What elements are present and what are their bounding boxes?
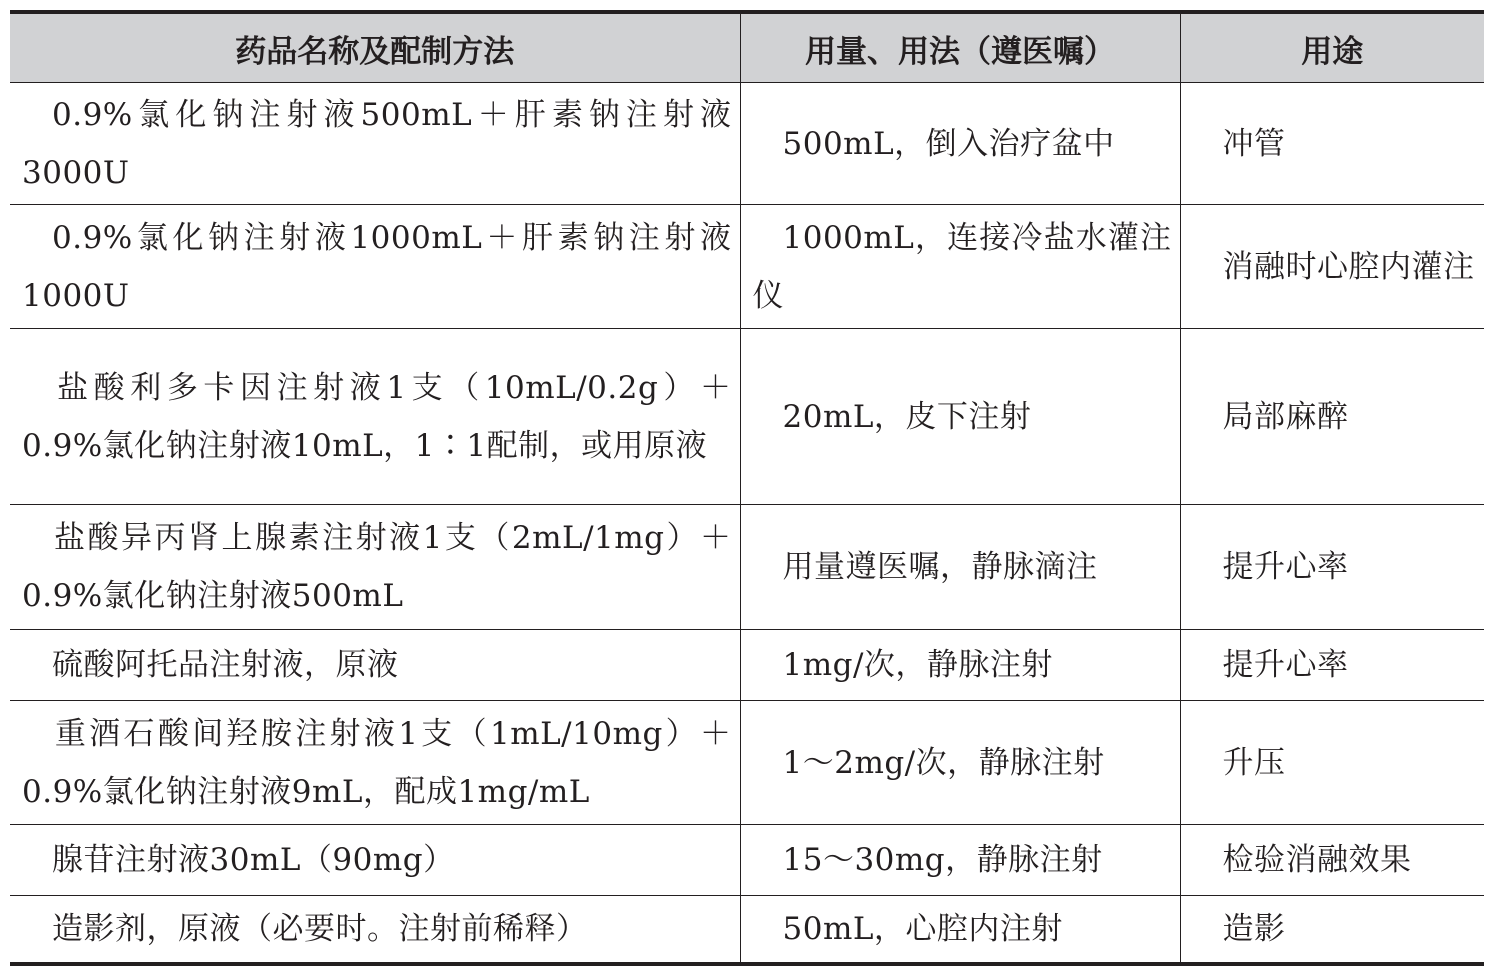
cell-dosage (740, 630, 1180, 701)
purpose-text: 局部麻醉 (1222, 398, 1349, 435)
table-row (10, 630, 1484, 701)
header-drug-name: 药品名称及配制方法 (10, 12, 740, 83)
header-purpose: 用途 (1180, 12, 1484, 83)
cell-purpose (1180, 83, 1484, 205)
dosage-text: 15～30mg，静脉注射 (782, 842, 1103, 878)
cell-dosage (740, 329, 1180, 505)
table-body (10, 83, 1484, 965)
cell-dosage (740, 896, 1180, 965)
cell-drug-name (10, 825, 740, 896)
drug-table (10, 10, 1484, 966)
drug-table-container (10, 10, 1484, 966)
drug-name-text: 0.9%氯化钠注射液500mL＋肝素钠注射液3000U (22, 96, 732, 191)
dosage-text: 1000mL，连接冷盐水灌注仪 (752, 219, 1172, 314)
cell-drug-name (10, 701, 740, 825)
cell-purpose (1180, 329, 1484, 505)
cell-dosage (740, 205, 1180, 329)
table-row (10, 83, 1484, 205)
header-row (10, 12, 1484, 83)
table-row (10, 701, 1484, 825)
dosage-text: 500mL，倒入治疗盆中 (782, 125, 1115, 162)
cell-dosage (740, 825, 1180, 896)
table-row (10, 896, 1484, 965)
table-header (10, 12, 1484, 83)
purpose-text: 检验消融效果 (1222, 842, 1412, 878)
cell-drug-name (10, 205, 740, 329)
cell-drug-name (10, 505, 740, 630)
drug-name-text: 盐酸利多卡因注射液1支（10mL/0.2g）＋0.9%氯化钠注射液10mL，1∶1配制，或用原液 (22, 369, 732, 464)
purpose-text: 提升心率 (1222, 549, 1349, 585)
drug-name-text: 盐酸异丙肾上腺素注射液1支（2mL/1mg）＋0.9%氯化钠注射液500mL (22, 520, 732, 614)
purpose-text: 升压 (1222, 744, 1286, 781)
cell-purpose (1180, 825, 1484, 896)
cell-purpose (1180, 505, 1484, 630)
dosage-text: 用量遵医嘱，静脉滴注 (782, 549, 1098, 585)
header-dosage: 用量、用法（遵医嘱） (740, 12, 1180, 83)
cell-drug-name (10, 329, 740, 505)
cell-purpose (1180, 896, 1484, 965)
drug-name-text: 造影剂，原液（必要时。注射前稀释） (52, 911, 588, 947)
cell-dosage (740, 83, 1180, 205)
drug-name-text: 硫酸阿托品注射液，原液 (52, 647, 399, 683)
table-row (10, 505, 1484, 630)
cell-dosage (740, 505, 1180, 630)
purpose-text: 冲管 (1222, 125, 1286, 162)
dosage-text: 50mL，心腔内注射 (782, 911, 1063, 947)
table-row (10, 825, 1484, 896)
dosage-text: 1～2mg/次，静脉注射 (782, 744, 1105, 781)
table-row (10, 205, 1484, 329)
purpose-text: 造影 (1222, 911, 1286, 947)
drug-name-text: 重酒石酸间羟胺注射液1支（1mL/10mg）＋0.9%氯化钠注射液9mL，配成1mg/mL (22, 715, 732, 810)
cell-drug-name (10, 630, 740, 701)
cell-purpose (1180, 701, 1484, 825)
drug-name-text: 腺苷注射液30mL（90mg） (52, 842, 455, 878)
cell-purpose (1180, 205, 1484, 329)
drug-name-text: 0.9%氯化钠注射液1000mL＋肝素钠注射液1000U (22, 219, 732, 314)
purpose-text: 消融时心腔内灌注 (1222, 248, 1475, 285)
dosage-text: 20mL，皮下注射 (782, 398, 1032, 435)
cell-dosage (740, 701, 1180, 825)
purpose-text: 提升心率 (1222, 647, 1349, 683)
table-row (10, 329, 1484, 505)
cell-purpose (1180, 630, 1484, 701)
cell-drug-name (10, 83, 740, 205)
cell-drug-name (10, 896, 740, 965)
dosage-text: 1mg/次，静脉注射 (782, 647, 1053, 683)
